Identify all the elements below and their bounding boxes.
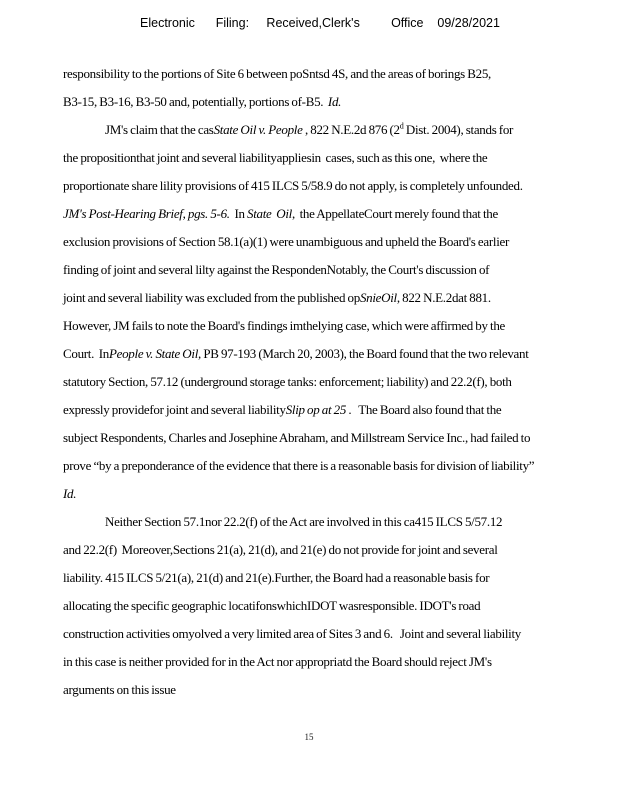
document-line xyxy=(63,424,578,452)
body-text: Dist. 2004), stands for xyxy=(403,122,514,137)
document-body xyxy=(63,60,578,704)
body-text: , 822 N.E.2d 876 (2 xyxy=(302,122,400,137)
citation-text: SnieOil xyxy=(359,290,397,305)
document-line xyxy=(63,340,578,368)
body-text: subject Respondents, Charles and Josephine Abraham, and Millstream Service Inc., had failed to xyxy=(63,430,531,445)
citation-text: People v. State Oil, xyxy=(109,346,201,361)
body-text: in this case is neither provided for in the Act nor appropriatd the Board should reject JM's xyxy=(63,654,492,669)
body-text: proportionate share lility provisions of 415 ILCS 5/58.9 do not apply, is completely unfounded. xyxy=(63,178,523,193)
body-text: joint and several liability was excluded from the published op xyxy=(63,290,360,305)
body-text: the propositionthat joint and several liabilityappliesin cases, such as this one, where the xyxy=(63,150,488,165)
body-text: However, JM fails to note the Board's findings imthelying case, which were affirmed by the xyxy=(63,318,506,333)
citation-text: State Oil xyxy=(247,206,292,221)
body-text: JM's claim that the cas xyxy=(105,122,214,137)
document-line xyxy=(63,564,578,592)
document-line xyxy=(63,508,578,536)
document-line xyxy=(63,480,578,508)
body-text: responsibility to the portions of Site 6 between poSntsd 4S, and the areas of borings B25, xyxy=(63,66,491,81)
document-line xyxy=(63,228,578,256)
document-line xyxy=(63,284,578,312)
body-text: Court. In xyxy=(63,346,109,361)
document-line xyxy=(63,452,578,480)
citation-text: Id. xyxy=(327,94,342,109)
body-text: expressly providefor joint and several liability xyxy=(63,402,286,417)
document-line xyxy=(63,368,578,396)
document-line xyxy=(63,312,578,340)
body-text: arguments on this issue xyxy=(63,682,176,697)
body-text: allocating the specific geographic locatifonswhichIDOT wasresponsible. IDOT's road xyxy=(63,598,481,613)
body-text: finding of joint and several lilty against the RespondenNotably, the Court's discussion of xyxy=(63,262,490,277)
document-line xyxy=(63,396,578,424)
body-text: In xyxy=(229,206,248,221)
page-number: 15 xyxy=(304,732,314,742)
document-line xyxy=(63,620,578,648)
document-line xyxy=(63,144,578,172)
body-text: , the AppellateCourt merely found that the xyxy=(291,206,498,221)
document-line xyxy=(63,200,578,228)
citation-text: State Oil v. People xyxy=(213,122,303,137)
document-line xyxy=(63,116,578,144)
document-line xyxy=(63,172,578,200)
citation-text: Slip op at 25 xyxy=(285,402,347,417)
document-line xyxy=(63,592,578,620)
document-line xyxy=(63,256,578,284)
body-text: prove “by a preponderance of the evidence that there is a reasonable basis for division of liability” xyxy=(63,458,535,473)
document-line xyxy=(63,648,578,676)
document-line xyxy=(63,88,578,116)
body-text: . The Board also found that the xyxy=(346,402,502,417)
body-text: , 822 N.E.2dat 881. xyxy=(396,290,491,305)
body-text: and 22.2(f) Moreover,Sections 21(a), 21(d), and 21(e) do not provide for joint and several xyxy=(63,542,498,557)
body-text: liability. 415 ILCS 5/21(a), 21(d) and 21(e).Further, the Board had a reasonable basis for xyxy=(63,570,490,585)
body-text: statutory Section, 57.12 (underground storage tanks: enforcement; liability) and 22.2(f), both xyxy=(63,374,512,389)
citation-text: Id. xyxy=(63,486,77,501)
document-line xyxy=(63,60,578,88)
body-text: construction activities omyolved a very limited area of Sites 3 and 6. Joint and several liability xyxy=(63,626,522,641)
citation-text: JM's Post-Hearing Brief, pgs. 5-6. xyxy=(63,206,230,221)
body-text: exclusion provisions of Section 58.1(a)(1) were unambiguous and upheld the Board's earlier xyxy=(63,234,510,249)
body-text: Neither Section 57.1nor 22.2(f) of the Act are involved in this ca415 ILCS 5/57.12 xyxy=(105,514,503,529)
document-line xyxy=(63,536,578,564)
body-text: d xyxy=(399,121,404,131)
document-line xyxy=(63,676,578,704)
body-text: PB 97-193 (March 20, 2003), the Board found that the two relevant xyxy=(200,346,529,361)
body-text: B3-15, B3-16, B3-50 and, potentially, portions of-B5. xyxy=(63,94,328,109)
electronic-filing-stamp: Electronic Filing: Received,Clerk's Office 09/28/2021 xyxy=(140,16,500,30)
